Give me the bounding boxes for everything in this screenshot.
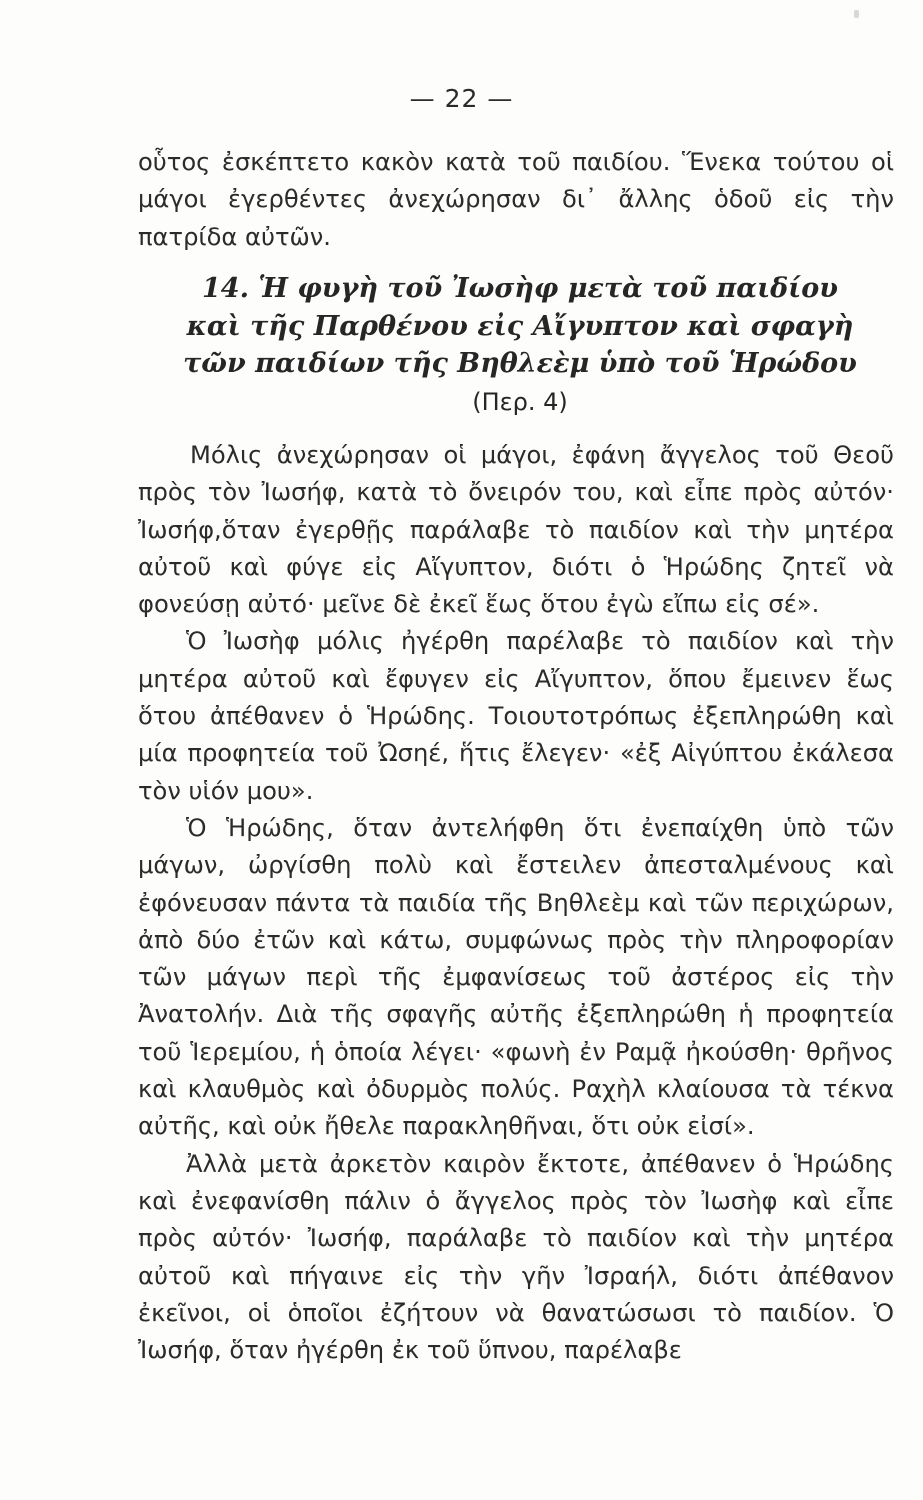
intro-paragraph: οὗτος ἐσκέπτετο κακὸν κατὰ τοῦ παιδίου. Ἕνεκα τούτου οἱ μάγοι ἐγερθέντες ἀνεχώρησαν δι᾿ ἄλλης ὁδοῦ εἰς τὴν πατρίδα αὐτῶν. [138, 148, 894, 251]
paragraph-angel-appears: Μόλις ἀνεχώρησαν οἱ μάγοι, ἐφάνη ἄγγελος τοῦ Θεοῦ πρὸς τὸν Ἰωσήφ, κατὰ τὸ ὄνειρόν του, καὶ εἶπε πρὸς αὐτόν· Ἰωσήφ,ὅταν ἐγερθῇς παράλαβε τὸ παιδίον καὶ τὴν μητέρα αὐτοῦ καὶ φύγε εἰς Αἴγυπτον, διότι ὁ Ἡρώδης ζητεῖ νὰ φονεύσῃ αὐτό· μεῖνε δὲ ἐκεῖ ἕως ὅτου ἐγὼ εἴπω εἰς σέ». [138, 441, 894, 619]
paragraph-return: Ἀλλὰ μετὰ ἀρκετὸν καιρὸν ἔκτοτε, ἀπέθανεν ὁ Ἡρώδης καὶ ἐνεφανίσθη πάλιν ὁ ἄγγελος πρὸς τὸν Ἰωσὴφ καὶ εἶπε πρὸς αὐτόν· Ἰωσήφ, παράλαβε τὸ παιδίον καὶ τὴν μητέρα αὐτοῦ καὶ πήγαινε εἰς τὴν γῆν Ἰσραήλ, διότι ἀπέθανον ἐκεῖνοι, οἱ ὁποῖοι ἐζήτουν νὰ θανατώσωσι τὸ παιδίον. Ὁ Ἰωσήφ, ὅταν ἠγέρθη ἐκ τοῦ ὕπνου, παρέλαβε [138, 1149, 894, 1365]
section-heading-reference: (Περ. 4) [472, 387, 568, 416]
page-number: — 22 — [409, 84, 514, 113]
paper-speck [854, 10, 859, 18]
paragraph-massacre: Ὁ Ἡρώδης, ὅταν ἀντελήφθη ὅτι ἐνεπαίχθη ὑπὸ τῶν μάγων, ὠργίσθη πολὺ καὶ ἔστειλεν ἀπεσταλμένους καὶ ἐφόνευσαν πάντα τὰ παιδία τῆς Βηθλεὲμ καὶ τῶν περιχώρων, ἀπὸ δύο ἐτῶν καὶ κάτω, συμφώνως πρὸς τὴν πληροφορίαν τῶν μάγων περὶ τῆς ἐμφανίσεως τοῦ ἀστέρος εἰς τὴν Ἀνατολήν. Διὰ τῆς σφαγῆς αὐτῆς ἐξεπληρώθη ἡ προφητεία τοῦ Ἱερεμίου, ἡ ὁποία λέγει· «φωνὴ ἐν Ραμᾷ ἠκούσθη· θρῆνος καὶ κλαυθμὸς καὶ ὀδυρμὸς πολύς. Ραχὴλ κλαίουσα τὰ τέκνα αὐτῆς, καὶ οὐκ ἤθελε παρακληθῆναι, ὅτι οὐκ εἰσί». [138, 813, 894, 1141]
intro-text-block [138, 144, 894, 256]
paragraph-flight-to-egypt: Ὁ Ἰωσὴφ μόλις ἠγέρθη παρέλαβε τὸ παιδίον καὶ τὴν μητέρα αὐτοῦ καὶ ἔφυγεν εἰς Αἴγυπτον, ὅπου ἔμεινεν ἕως ὅτου ἀπέθανεν ὁ Ἡρώδης. Τοιουτοτρόπως ἐξεπληρώθη καὶ μία προφητεία τοῦ Ὠσηέ, ἥτις ἔλεγεν· «ἐξ Αἰγύπτου ἐκάλεσα τὸν υἱόν μου». [138, 627, 894, 805]
section-heading [180, 270, 860, 421]
body-text-block [138, 437, 894, 1369]
section-heading-title: 14. Ἡ φυγὴ τοῦ Ἰωσὴφ μετὰ τοῦ παιδίου καὶ τῆς Παρθένου εἰς Αἴγυπτον καὶ σφαγὴ τῶν παιδίων τῆς Βηθλεὲμ ὑπὸ τοῦ Ἡρώδου [183, 273, 857, 379]
